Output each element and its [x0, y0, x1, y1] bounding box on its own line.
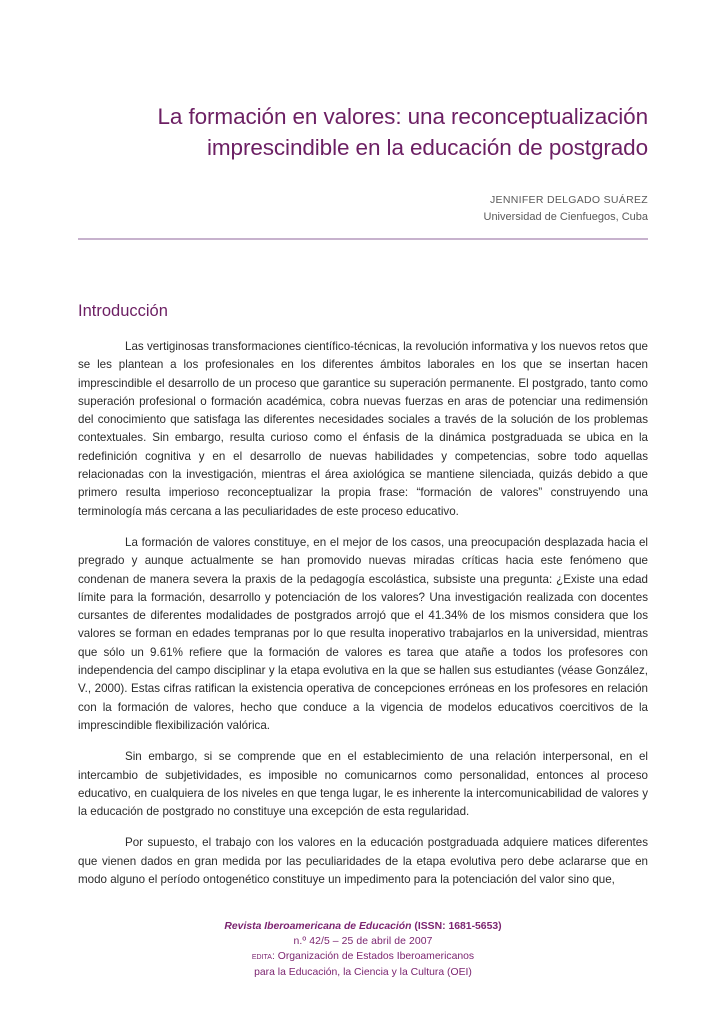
journal-name: Revista Iberoamericana de Educación	[224, 921, 412, 932]
footer-journal-line	[78, 919, 648, 934]
byline	[78, 192, 648, 226]
edita-publisher-continued: para la Educación, la Ciencia y la Cultura (OEI)	[254, 966, 472, 978]
page-title-line-1: La formación en valores: una reconceptualización	[157, 104, 648, 129]
paragraph: Las vertiginosas transformaciones científico-técnicas, la revolución informativa y los nuevos retos que se les plantean a los profesionales en los diferentes ámbitos laborales en los que se insertan hacen imprescindible el desarrollo de un proceso que garantice su superación permanente. El postgrado, tanto como superación profesional o formación académica, cobra nuevas fuerzas en aras de potenciar una redimensión del conocimiento que satisfaga las diferentes necesidades sociales a través de la solución de los problemas contextuales. Sin embargo, resulta curioso como el énfasis de la dinámica postgraduada se ubica en la redefinición cognitiva y en el desarrollo de nuevas habilidades y competencias, sobre todo aquellas relacionadas con la investigación, mientras el área axiológica se mantiene silenciada, quizás debido a que primero resulta imperioso reconceptualizar la propia frase: “formación de valores” construyendo una terminología más cercana a las peculiaridades de este proceso educativo.	[78, 340, 648, 518]
paragraph: Sin embargo, si se comprende que en el establecimiento de una relación interpersonal, en el intercambio de subjetividades, es imposible no comunicarnos como personalidad, entonces al proceso educativo, en cualquiera de los niveles en que tenga lugar, le es inherente la intercomunicabilidad de valores y la educación de postgrado no constituye una excepción de esta regularidad.	[78, 750, 648, 819]
footer-edita-line	[78, 949, 648, 964]
page-footer	[78, 919, 648, 980]
title-block	[78, 0, 648, 163]
paragraph: Por supuesto, el trabajo con los valores en la educación postgraduada adquiere matices diferentes que vienen dados en gran medida por las peculiaridades de la etapa evolutiva pero debe aclararse que en modo alguno el período ontogenético constituye un impedimento para la potenciación del valor sino que,	[78, 836, 648, 887]
journal-issue: n.º 42/5 – 25 de abril de 2007	[293, 936, 433, 948]
body-copy	[78, 321, 648, 889]
journal-issn: (ISSN: 1681-5653)	[414, 921, 502, 932]
page-title	[78, 101, 648, 163]
document-page	[78, 0, 648, 1024]
paragraph: La formación de valores constituye, en el mejor de los casos, una preocupación desplazada hacia el pregrado y aunque actualmente se han promovido nuevas miradas críticas hacia este fenómeno que condenan de manera severa la praxis de la pedagogía escolástica, subsiste una pregunta: ¿Existe una edad límite para la formación, desarrollo y potenciación de los valores? Una investigación realizada con docentes cursantes de diferentes modalidades de postgrados arrojó que el 41.34% de los mismos considera que los valores se forman en edades tempranas por lo que resulta inoperativo trabajarlos en la universidad, mientras que sólo un 9.61% refiere que la formación de valores es tarea que atañe a todos los profesores con independencia del campo disciplinar y la etapa evolutiva en la que se hallen sus estudiantes (véase González, V., 2000). Estas cifras ratifican la existencia operativa de concepciones erróneas en los profesores en relación con la formación de valores, hecho que conduce a la vigencia de modelos educativos coercitivos de la imprescindible flexibilización valórica.	[78, 535, 648, 732]
section-heading-introduccion: Introducción	[78, 302, 168, 320]
page-title-line-2: imprescindible en la educación de postgrado	[207, 135, 648, 160]
author-name: JENNIFER DELGADO SUÁREZ	[489, 194, 648, 206]
edita-label: edita:	[251, 951, 275, 963]
author-affiliation: Universidad de Cienfuegos, Cuba	[483, 211, 648, 223]
edita-publisher: Organización de Estados Iberoamericanos	[277, 951, 475, 963]
